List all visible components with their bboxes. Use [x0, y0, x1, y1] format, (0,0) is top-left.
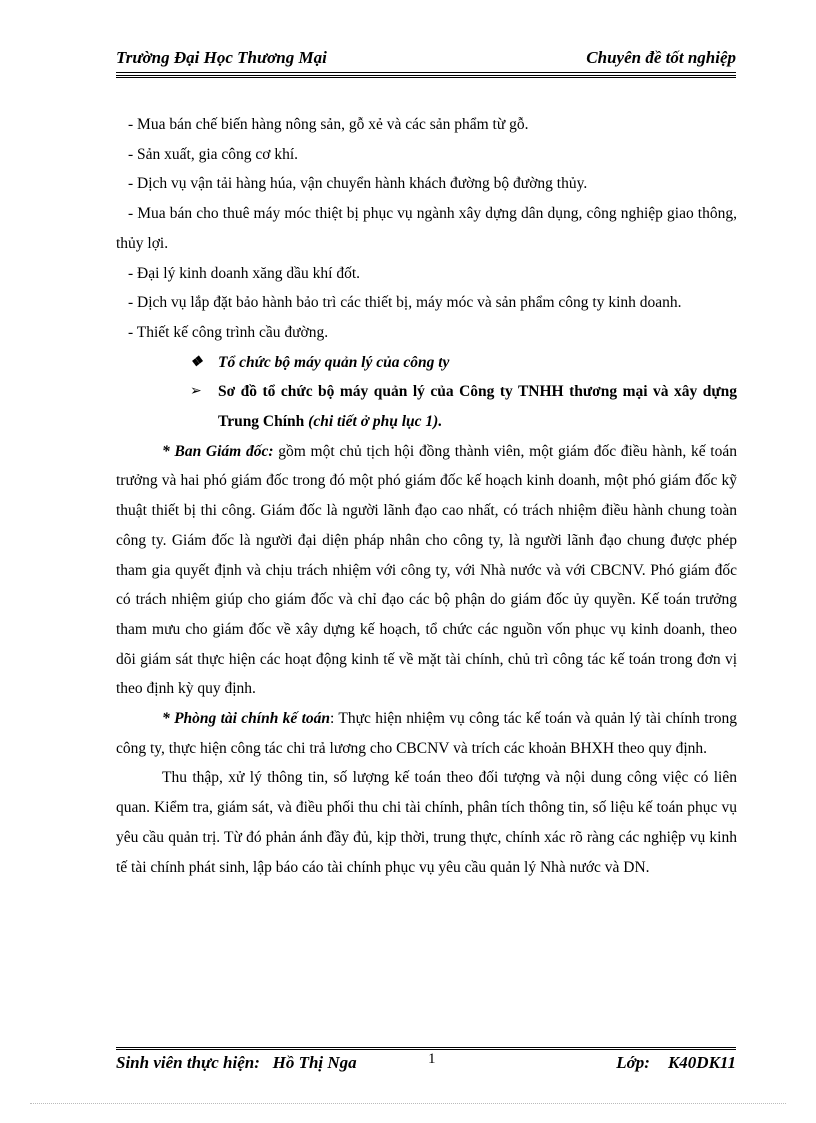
- diamond-bullet-icon: ❖: [190, 354, 203, 370]
- subsection-heading-note: (chi tiết ở phụ lục 1).: [304, 413, 443, 431]
- section-heading: [116, 348, 737, 378]
- student-label: Sinh viên thực hiện:: [116, 1053, 260, 1072]
- footer-student: [116, 1053, 357, 1073]
- list-item: - Dịch vụ vận tải hàng húa, vận chuyển hành khách đường bộ đường thủy.: [128, 175, 588, 193]
- footer-rule: [116, 1047, 736, 1050]
- header-rule: [116, 72, 736, 78]
- header-title: Chuyên đề tốt nghiệp: [586, 48, 736, 67]
- paragraph-text: gồm một chủ tịch hội đồng thành viên, một giám đốc điều hành, kế toán trưởng và hai phó giám đốc trong đó một phó giám đốc kế hoạch kinh doanh, một phó giám đốc kỹ thuật thiết bị thi công. Giám đốc là người lãnh đạo cao nhất, có trách nhiệm điều hành chung toàn công ty. Giám đốc là người đại diện pháp nhân cho công ty, là người lãnh đạo chung được phép tham gia quyết định và chịu trách nhiệm với công ty, với Nhà nước và với CBCNV. Phó giám đốc có trách nhiệm giúp cho giám đốc và chỉ đạo các bộ phận do giám đốc ủy quyền. Kế toán trưởng tham mưu cho giám đốc về xây dựng kế hoạch, tổ chức các nguồn vốn phục vụ kinh doanh, theo dõi giám sát thực hiện các hoạt động kinh tế về mặt tài chính, chủ trì công tác kế toán trong đơn vị theo định kỳ quy định.: [116, 442, 737, 698]
- list-item: - Thiết kế công trình cầu đường.: [128, 323, 329, 341]
- paragraph-label: * Phòng tài chính kế toán: [162, 710, 331, 728]
- paragraph-label: * Ban Giám đốc:: [162, 442, 274, 460]
- subsection-heading: [116, 377, 737, 436]
- paragraph-ban-giam-doc: [116, 437, 737, 704]
- section-heading-text: Tổ chức bộ máy quản lý của công ty: [218, 353, 450, 371]
- page-number: 1: [428, 1051, 436, 1067]
- page-footer: [116, 1053, 736, 1077]
- list-item: - Sản xuất, gia công cơ khí.: [128, 145, 299, 163]
- list-item: - Dịch vụ lắp đặt bảo hành bảo trì các thiết bị, máy móc và sản phẩm công ty kinh doanh.: [128, 294, 682, 312]
- list-item: - Mua bán chế biến hàng nông sản, gỗ xẻ và các sản phẩm từ gỗ.: [128, 116, 529, 133]
- subsection-heading-text: Sơ đồ tổ chức bộ máy quản lý của Công ty TNHH thương mại và xây dựng Trung Chính: [218, 383, 737, 431]
- list-item: - Mua bán cho thuê máy móc thiệt bị phục vụ ngành xây dựng dân dụng, công nghiệp giao thông, thủy lợi.: [116, 205, 737, 252]
- paragraph-phong-tai-chinh: [116, 704, 737, 763]
- student-name: Hồ Thị Nga: [272, 1053, 357, 1072]
- arrow-bullet-icon: ➢: [190, 384, 202, 400]
- footer-class: [598, 1053, 736, 1073]
- class-value: K40DK11: [667, 1053, 736, 1072]
- class-label: Lớp:: [616, 1053, 650, 1072]
- page-header: [116, 48, 736, 72]
- document-body: [116, 110, 737, 882]
- header-school: Trường Đại Học Thương Mại: [116, 48, 327, 67]
- paragraph-thu-thap: Thu thập, xử lý thông tin, số lượng kế toán theo đối tượng và nội dung công việc có liên quan. Kiểm tra, giám sát, và điều phối thu chi tài chính, phân tích thông tin, số liệu kế toán phục vụ yêu cầu quản trị. Từ đó phản ánh đầy đủ, kịp thời, trung thực, chính xác rõ ràng các nghiệp vụ kinh tế tài chính phát sinh, lập báo cáo tài chính phục vụ yêu cầu quản lý Nhà nước và DN.: [116, 769, 737, 876]
- page-bottom-divider: [30, 1103, 786, 1104]
- list-item: - Đại lý kinh doanh xăng dầu khí đốt.: [128, 264, 361, 282]
- paragraph-text: : Thực hiện nhiệm vụ công tác kế toán và quản lý tài chính trong công ty, thực hiện công tác chi trả lương cho CBCNV và trích các khoản BHXH theo quy định.: [116, 710, 737, 757]
